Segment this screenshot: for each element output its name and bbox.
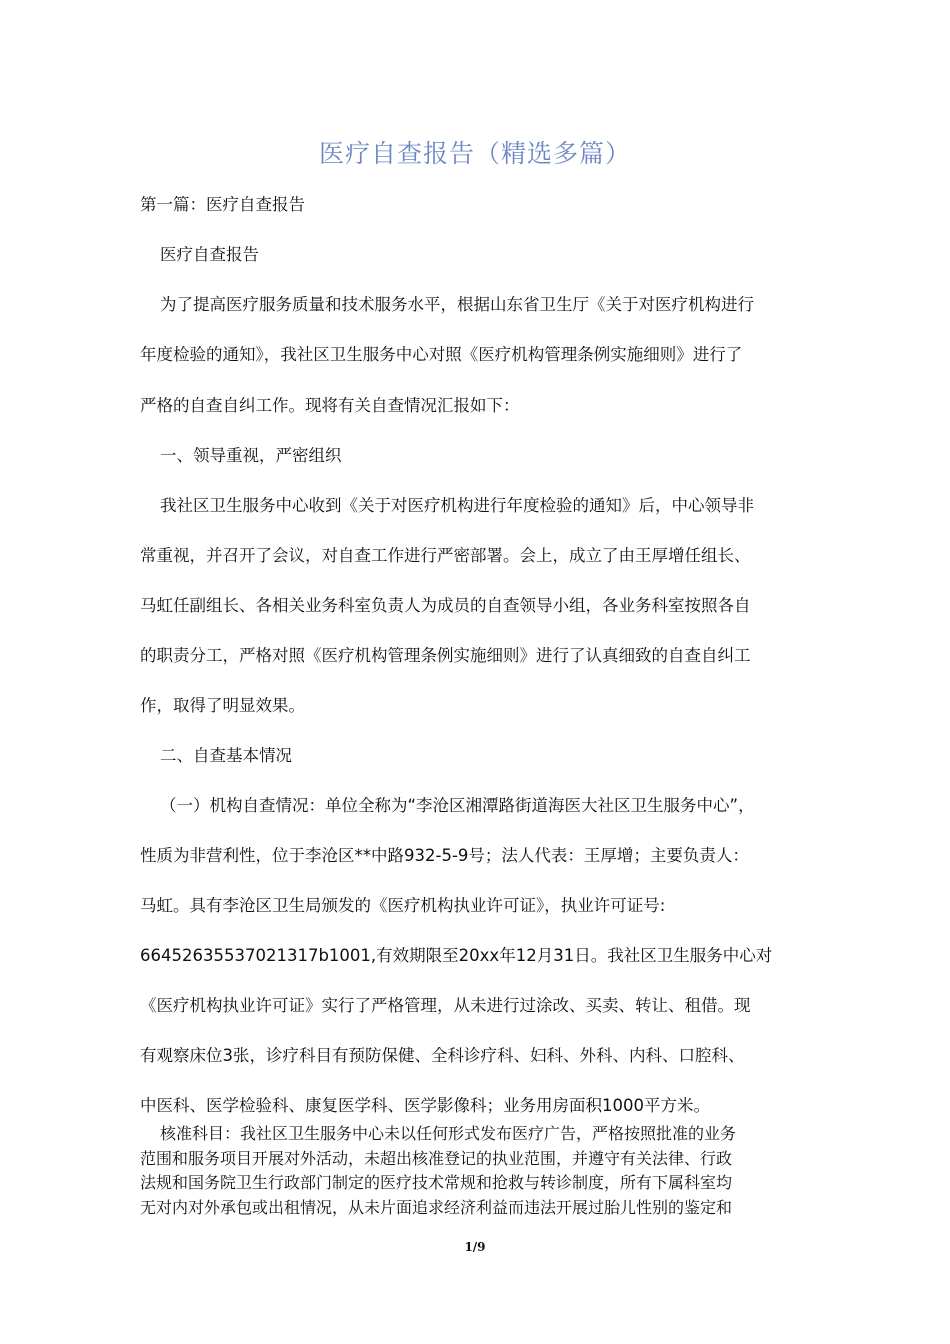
- subheading-leadership: 一、领导重视，严密组织: [160, 446, 342, 465]
- paragraph-line: 严格的自查自纠工作。现将有关自查情况汇报如下：: [140, 396, 520, 415]
- paragraph-line: 法规和国务院卫生行政部门制定的医疗技术常规和抢救与转诊制度，所有下属科室均: [140, 1173, 733, 1192]
- paragraph-line: 中医科、医学检验科、康复医学科、医学影像科；业务用房面积1000平方米。: [140, 1096, 710, 1115]
- paragraph-line: 有观察床位3张，诊疗科目有预防保健、全科诊疗科、妇科、外科、内科、口腔科、: [140, 1046, 745, 1065]
- document-title: 医疗自查报告（精选多篇）: [318, 139, 631, 168]
- paragraph-line: 常重视，并召开了会议，对自查工作进行严密部署。会上，成立了由王厚增任组长、: [140, 546, 751, 565]
- paragraph-line: 核准科目：我社区卫生服务中心未以任何形式发布医疗广告，严格按照批准的业务: [160, 1124, 737, 1143]
- paragraph-line: 年度检验的通知》，我社区卫生服务中心对照《医疗机构管理条例实施细则》进行了: [140, 345, 743, 364]
- page-number: 1/9: [464, 1240, 486, 1254]
- paragraph-line: 范围和服务项目开展对外活动，未超出核准登记的执业范围，并遵守有关法律、行政: [140, 1148, 733, 1168]
- paragraph-line: 马虹。具有李沧区卫生局颁发的《医疗机构执业许可证》，执业许可证号:: [140, 896, 666, 915]
- paragraph-line: 无对内对外承包或出租情况，从未片面追求经济利益而违法开展过胎儿性别的鉴定和: [140, 1197, 733, 1217]
- subheading-basic-situation: 二、自查基本情况: [160, 746, 292, 765]
- paragraph-line: 的职责分工，严格对照《医疗机构管理条例实施细则》进行了认真细致的自查自纠工: [140, 646, 751, 665]
- paragraph-line: 马虹任副组长、各相关业务科室负责人为成员的自查领导小组，各业务科室按照各自: [140, 596, 751, 615]
- paragraph-line: 我社区卫生服务中心收到《关于对医疗机构进行年度检验的通知》后，中心领导非: [160, 496, 754, 515]
- paragraph-line: 为了提高医疗服务质量和技术服务水平，根据山东省卫生厅《关于对医疗机构进行: [160, 295, 754, 314]
- section-heading: 第一篇：医疗自查报告: [140, 195, 305, 214]
- paragraph-line: 66452635537021317b1001,有效期限至20xx年12月31日。我社区卫生服务中心对: [140, 946, 773, 965]
- paragraph-line: （一）机构自查情况：单位全称为“李沧区湘潭路街道海医大社区卫生服务中心”，: [160, 796, 755, 815]
- paragraph-line: 性质为非营利性，位于李沧区**中路932-5-9号；法人代表：王厚增；主要负责人：: [140, 846, 749, 865]
- paragraph-line: 作，取得了明显效果。: [140, 696, 305, 715]
- paragraph-line: 《医疗机构执业许可证》实行了严格管理，从未进行过涂改、买卖、转让、租借。现: [140, 996, 751, 1015]
- report-subtitle: 医疗自查报告: [160, 245, 259, 264]
- approved-subjects-paragraph: [140, 1122, 820, 1220]
